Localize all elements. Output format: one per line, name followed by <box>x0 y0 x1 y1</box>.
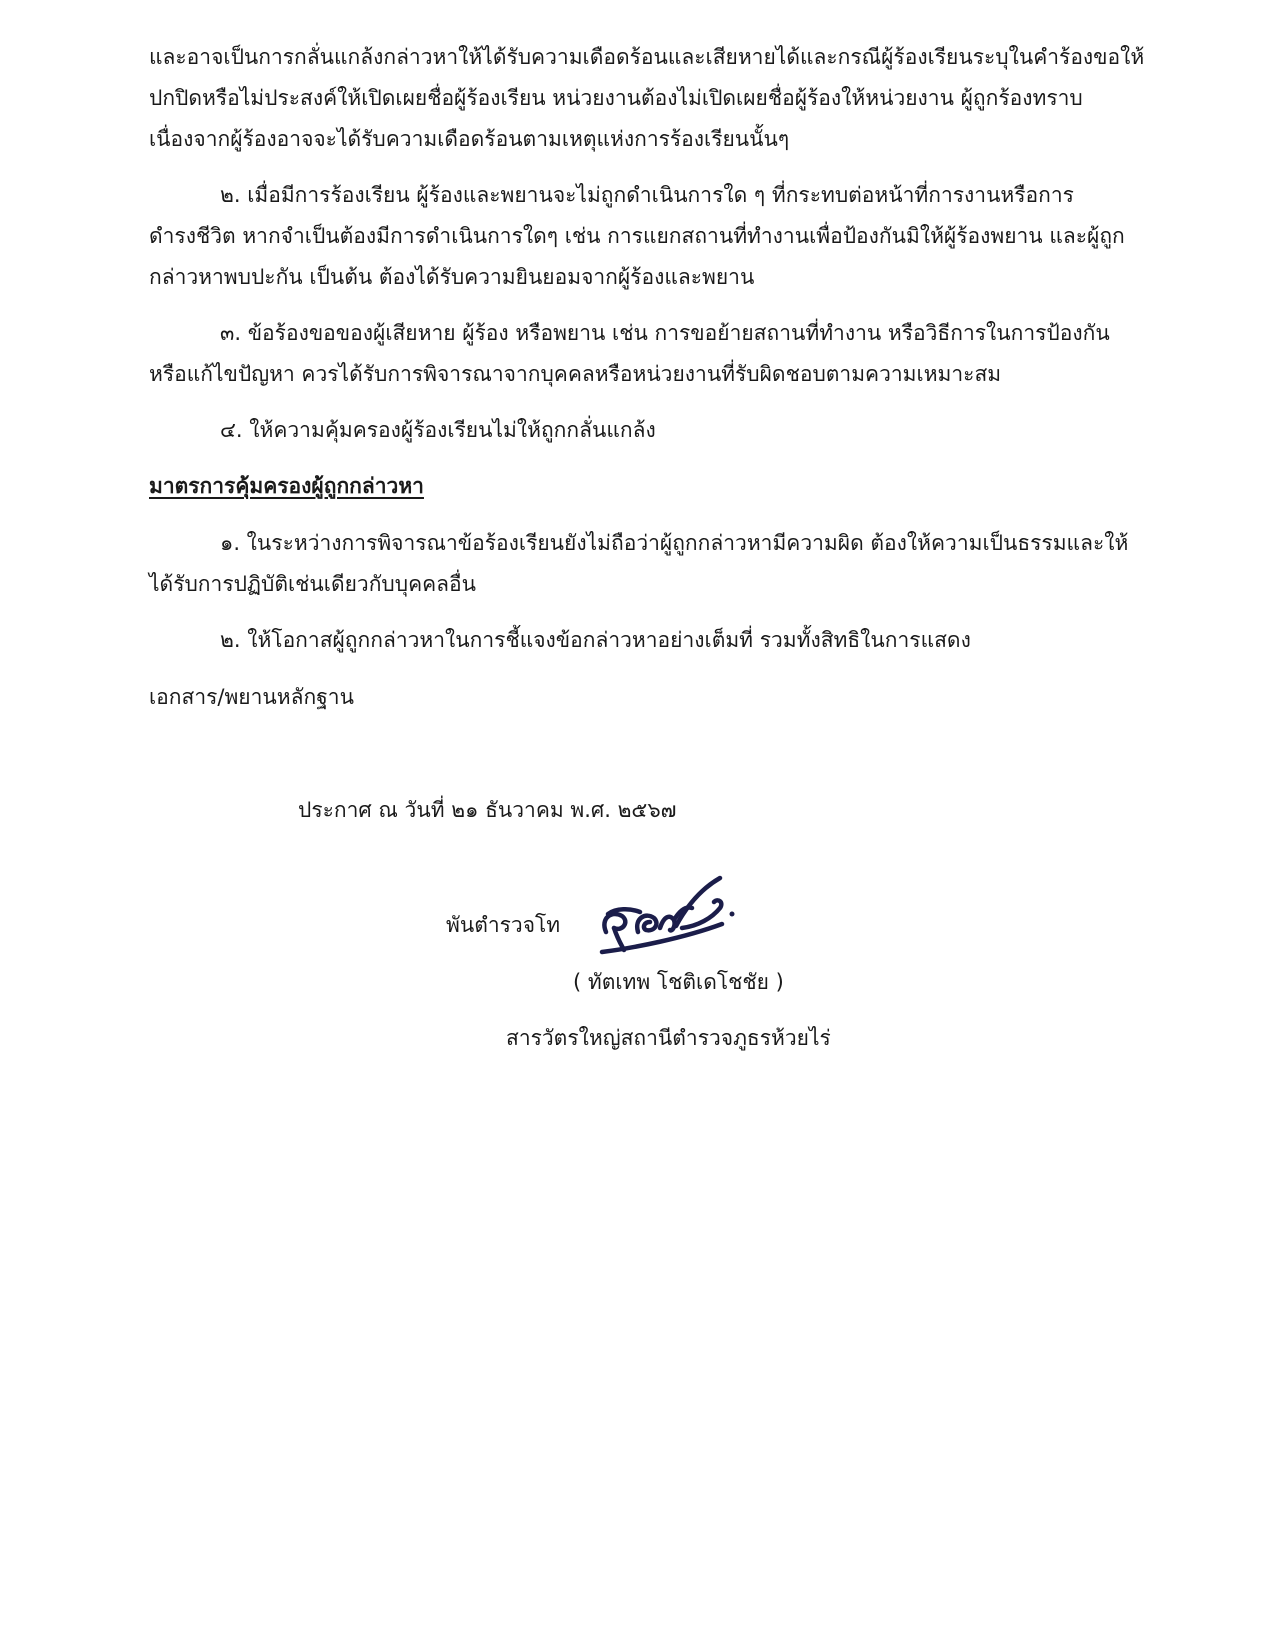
para-1-line-1: และอาจเป็นการกลั่นแกล้งกล่าวหาให้ได้รับความเดือดร้อนและเสียหายได้และกรณีผู้ร้องเรียนระบุในคำร้องขอให้ <box>149 45 1145 69</box>
signer-rank: พันตำรวจโท <box>446 913 561 937</box>
item-3-line-1: ๓. ข้อร้องขอของผู้เสียหาย ผู้ร้อง หรือพยาน เช่น การขอย้ายสถานที่ทำงาน หรือวิธีการในการป้องกัน <box>220 321 1110 345</box>
announcement-date: ประกาศ ณ วันที่ ๒๑ ธันวาคม พ.ศ. ๒๕๖๗ <box>298 798 677 822</box>
accused-item-1-line-2: ได้รับการปฏิบัติเช่นเดียวกับบุคคลอื่น <box>149 572 476 596</box>
item-3-line-2: หรือแก้ไขปัญหา ควรได้รับการพิจารณาจากบุคคลหรือหน่วยงานที่รับผิดชอบตามความเหมาะสม <box>149 362 1002 386</box>
handwritten-signature <box>594 870 744 960</box>
para-1-line-2: ปกปิดหรือไม่ประสงค์ให้เปิดเผยชื่อผู้ร้องเรียน หน่วยงานต้องไม่เปิดเผยชื่อผู้ร้องให้หน่วยงาน ผู้ถูกร้องทราบ <box>149 86 1083 110</box>
signer-name: ( ทัตเทพ โชติเดโชชัย ) <box>573 970 784 994</box>
item-2-line-2: ดำรงชีวิต หากจำเป็นต้องมีการดำเนินการใดๆ เช่น การแยกสถานที่ทำงานเพื่อป้องกันมิให้ผู้ร้องพยาน และผู้ถูก <box>149 224 1125 248</box>
section-heading: มาตรการคุ้มครองผู้ถูกกล่าวหา <box>149 474 424 498</box>
accused-item-1-line-1: ๑. ในระหว่างการพิจารณาข้อร้องเรียนยังไม่ถือว่าผู้ถูกกล่าวหามีความผิด ต้องให้ความเป็นธรรมและให้ <box>220 531 1129 555</box>
item-2-line-3: กล่าวหาพบปะกัน เป็นต้น ต้องได้รับความยินยอมจากผู้ร้องและพยาน <box>149 265 755 289</box>
accused-item-2-line-1: ๒. ให้โอกาสผู้ถูกกล่าวหาในการชี้แจงข้อกล่าวหาอย่างเต็มที่ รวมทั้งสิทธิในการแสดง <box>220 628 971 652</box>
item-4: ๔. ให้ความคุ้มครองผู้ร้องเรียนไม่ให้ถูกกลั่นแกล้ง <box>220 418 656 442</box>
accused-item-2-line-2: เอกสาร/พยานหลักฐาน <box>149 685 354 709</box>
item-2-line-1: ๒. เมื่อมีการร้องเรียน ผู้ร้องและพยานจะไม่ถูกดำเนินการใด ๆ ที่กระทบต่อหน้าที่การงานหรือการ <box>220 183 1074 207</box>
para-1-line-3: เนื่องจากผู้ร้องอาจจะได้รับความเดือดร้อนตามเหตุแห่งการร้องเรียนนั้นๆ <box>149 127 790 151</box>
signer-position: สารวัตรใหญ่สถานีตำรวจภูธรห้วยไร่ <box>506 1026 831 1050</box>
